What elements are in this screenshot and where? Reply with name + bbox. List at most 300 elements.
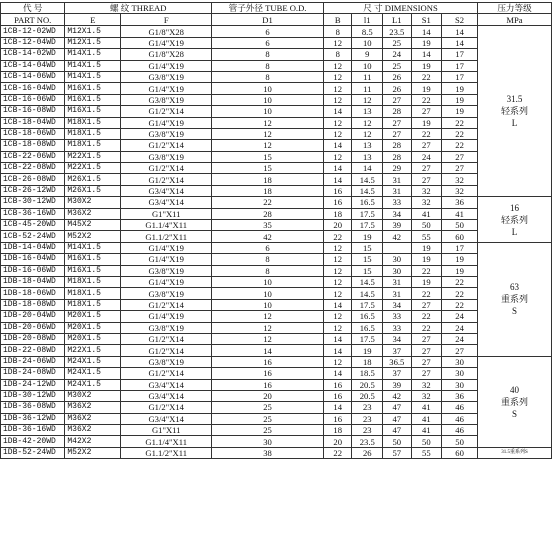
pressure-class-line: 63 (510, 282, 519, 293)
cell-dim-L1: 31 (383, 185, 411, 196)
cell-tube-od: 6 (212, 37, 324, 48)
cell-dim-s1: 27 (411, 345, 442, 356)
cell-dim-l1: 17.5 (352, 333, 383, 344)
cell-tube-od: 10 (212, 83, 324, 94)
cell-tube-od: 25 (212, 413, 324, 424)
cell-thread-f: G1/4"X19 (121, 37, 212, 48)
cell-part-no: 1DB-18-04WD (1, 276, 65, 287)
cell-dim-l1: 20.5 (352, 390, 383, 401)
cell-dim-b: 14 (323, 299, 351, 310)
cell-dim-b: 14 (323, 163, 351, 174)
table-row (1, 83, 552, 94)
cell-dim-L1: 39 (383, 379, 411, 390)
cell-dim-L1: 50 (383, 436, 411, 447)
cell-dim-s1: 27 (411, 333, 442, 344)
cell-part-no: 1CB-18-06WD (1, 128, 65, 139)
cell-dim-s2: 30 (442, 368, 478, 379)
cell-thread-f: G3/8"X19 (121, 356, 212, 367)
cell-dim-s1: 50 (411, 436, 442, 447)
cell-part-no: 1DB-20-08WD (1, 333, 65, 344)
cell-dim-b: 14 (323, 333, 351, 344)
pressure-class-line: S (512, 408, 518, 419)
cell-tube-od: 14 (212, 345, 324, 356)
cell-tube-od: 38 (212, 447, 324, 458)
cell-tube-od: 12 (212, 322, 324, 333)
footnote-cell: 31.5重系列S (478, 447, 552, 458)
cell-dim-s2: 50 (442, 220, 478, 231)
cell-tube-od: 12 (212, 140, 324, 151)
table-row (1, 174, 552, 185)
cell-part-no: 1DB-22-08WD (1, 345, 65, 356)
cell-dim-s2: 32 (442, 174, 478, 185)
cell-thread-f: G1/4"X19 (121, 60, 212, 71)
table-row (1, 436, 552, 447)
cell-thread-e: M18X1.5 (65, 276, 121, 287)
cell-dim-L1: 42 (383, 231, 411, 242)
table-row (1, 208, 552, 219)
cell-tube-od: 8 (212, 254, 324, 265)
cell-dim-l1: 23.5 (352, 436, 383, 447)
cell-dim-L1: 37 (383, 368, 411, 379)
pressure-class-cell (478, 26, 552, 197)
cell-dim-L1: 33 (383, 322, 411, 333)
cell-thread-e: M52X2 (65, 447, 121, 458)
cell-thread-f: G1/8"X28 (121, 49, 212, 60)
cell-dim-b: 14 (323, 140, 351, 151)
cell-thread-f: G1/2"X14 (121, 174, 212, 185)
table-row (1, 447, 552, 458)
cell-thread-f: G3/8"X19 (121, 322, 212, 333)
cell-dim-s1: 41 (411, 413, 442, 424)
fitting-dimension-table (0, 2, 552, 459)
cell-part-no: 1DB-42-20WD (1, 436, 65, 447)
cell-dim-l1: 23 (352, 402, 383, 413)
cell-dim-L1: 27 (383, 94, 411, 105)
header-row-en (1, 14, 552, 26)
cell-dim-l1: 12 (352, 128, 383, 139)
pressure-class-cell (478, 356, 552, 447)
cell-thread-e: M18X1.5 (65, 288, 121, 299)
cell-thread-e: M22X1.5 (65, 345, 121, 356)
cell-dim-b: 16 (323, 413, 351, 424)
table-row (1, 106, 552, 117)
cell-dim-b: 12 (323, 311, 351, 322)
cell-dim-l1: 14.5 (352, 276, 383, 287)
cell-thread-f: G1/2"X14 (121, 345, 212, 356)
cell-thread-e: M12X1.5 (65, 37, 121, 48)
cell-dim-b: 12 (323, 94, 351, 105)
subheader-f: F (121, 14, 212, 26)
cell-part-no: 1DB-20-04WD (1, 311, 65, 322)
cell-dim-l1: 8.5 (352, 26, 383, 37)
cell-dim-s1: 41 (411, 208, 442, 219)
cell-thread-f: G1.1/4"X11 (121, 436, 212, 447)
cell-dim-l1: 23 (352, 425, 383, 436)
cell-dim-s2: 41 (442, 208, 478, 219)
cell-dim-b: 16 (323, 197, 351, 208)
cell-thread-e: M36X2 (65, 425, 121, 436)
table-row (1, 140, 552, 151)
cell-tube-od: 35 (212, 220, 324, 231)
cell-dim-b: 12 (323, 242, 351, 253)
cell-thread-e: M26X1.5 (65, 185, 121, 196)
cell-part-no: 1CB-52-24WD (1, 231, 65, 242)
pressure-class-line: 轻系列 (501, 106, 529, 117)
cell-dim-s2: 30 (442, 356, 478, 367)
table-row (1, 128, 552, 139)
pressure-class-line: 重系列 (501, 396, 529, 407)
cell-dim-s1: 41 (411, 425, 442, 436)
cell-thread-e: M20X1.5 (65, 333, 121, 344)
cell-dim-l1: 13 (352, 106, 383, 117)
cell-dim-s1: 32 (411, 197, 442, 208)
cell-dim-b: 14 (323, 345, 351, 356)
cell-dim-s2: 36 (442, 197, 478, 208)
cell-dim-s1: 19 (411, 242, 442, 253)
cell-thread-e: M20X1.5 (65, 311, 121, 322)
cell-dim-s1: 22 (411, 94, 442, 105)
cell-dim-b: 14 (323, 106, 351, 117)
cell-dim-s2: 32 (442, 185, 478, 196)
subheader-s1: S1 (411, 14, 442, 26)
cell-dim-L1: 39 (383, 220, 411, 231)
pressure-class-line: 40 (510, 384, 519, 395)
cell-dim-s1: 22 (411, 128, 442, 139)
cell-tube-od: 16 (212, 379, 324, 390)
cell-dim-L1: 28 (383, 140, 411, 151)
cell-thread-e: M26X1.5 (65, 174, 121, 185)
cell-thread-f: G3/8"X19 (121, 288, 212, 299)
cell-part-no: 1CB-16-04WD (1, 83, 65, 94)
cell-thread-e: M36X2 (65, 402, 121, 413)
cell-dim-s2: 24 (442, 322, 478, 333)
cell-dim-b: 14 (323, 402, 351, 413)
pressure-class-line: S (512, 306, 518, 317)
cell-dim-b: 12 (323, 83, 351, 94)
cell-dim-L1: 23.5 (383, 26, 411, 37)
cell-tube-od: 25 (212, 402, 324, 413)
table-row (1, 37, 552, 48)
cell-dim-s2: 27 (442, 151, 478, 162)
cell-thread-f: G1/8"X28 (121, 26, 212, 37)
cell-dim-l1: 10 (352, 37, 383, 48)
cell-dim-b: 12 (323, 356, 351, 367)
cell-thread-e: M30X2 (65, 390, 121, 401)
cell-dim-l1: 23 (352, 413, 383, 424)
cell-thread-e: M16X1.5 (65, 94, 121, 105)
table-row (1, 413, 552, 424)
subheader-b: B (323, 14, 351, 26)
cell-part-no: 1DB-18-08WD (1, 299, 65, 310)
table-row (1, 368, 552, 379)
cell-dim-l1: 9 (352, 49, 383, 60)
cell-dim-s2: 22 (442, 276, 478, 287)
cell-dim-L1: 27 (383, 128, 411, 139)
cell-dim-b: 16 (323, 379, 351, 390)
cell-tube-od: 10 (212, 299, 324, 310)
cell-dim-L1: 33 (383, 311, 411, 322)
cell-thread-e: M14X1.5 (65, 242, 121, 253)
cell-dim-L1: 57 (383, 447, 411, 458)
cell-thread-e: M24X1.5 (65, 368, 121, 379)
cell-dim-s1: 14 (411, 49, 442, 60)
cell-thread-e: M36X2 (65, 413, 121, 424)
cell-dim-s1: 27 (411, 174, 442, 185)
cell-dim-L1: 24 (383, 49, 411, 60)
pressure-class-cell (478, 242, 552, 356)
subheader-l1: l1 (352, 14, 383, 26)
cell-dim-b: 12 (323, 151, 351, 162)
cell-part-no: 1CB-36-16WD (1, 208, 65, 219)
cell-dim-s1: 32 (411, 185, 442, 196)
cell-thread-f: G1/4"X19 (121, 276, 212, 287)
cell-dim-s1: 27 (411, 163, 442, 174)
cell-dim-l1: 26 (352, 447, 383, 458)
cell-dim-b: 12 (323, 71, 351, 82)
cell-dim-b: 12 (323, 128, 351, 139)
cell-thread-f: G1/2"X14 (121, 299, 212, 310)
cell-part-no: 1DB-14-04WD (1, 242, 65, 253)
cell-thread-f: G3/8"X19 (121, 151, 212, 162)
cell-dim-s1: 41 (411, 402, 442, 413)
cell-dim-s2: 22 (442, 117, 478, 128)
cell-dim-l1: 20.5 (352, 379, 383, 390)
cell-part-no: 1CB-26-12WD (1, 185, 65, 196)
table-row (1, 345, 552, 356)
cell-dim-s2: 46 (442, 425, 478, 436)
cell-tube-od: 12 (212, 128, 324, 139)
cell-dim-s2: 22 (442, 288, 478, 299)
cell-thread-e: M24X1.5 (65, 379, 121, 390)
cell-dim-s1: 22 (411, 265, 442, 276)
cell-dim-L1: 30 (383, 265, 411, 276)
table-row (1, 333, 552, 344)
cell-dim-l1: 14.5 (352, 288, 383, 299)
cell-dim-s2: 36 (442, 390, 478, 401)
cell-thread-f: G1/4"X19 (121, 83, 212, 94)
cell-dim-L1: 34 (383, 333, 411, 344)
cell-dim-s1: 27 (411, 106, 442, 117)
cell-thread-e: M14X1.5 (65, 49, 121, 60)
table-row (1, 402, 552, 413)
cell-thread-e: M18X1.5 (65, 117, 121, 128)
cell-dim-s1: 32 (411, 390, 442, 401)
cell-part-no: 1CB-14-04WD (1, 60, 65, 71)
cell-dim-s1: 19 (411, 276, 442, 287)
table-row (1, 299, 552, 310)
cell-dim-b: 12 (323, 117, 351, 128)
cell-part-no: 1CB-26-08WD (1, 174, 65, 185)
pressure-class-line: 重系列 (501, 294, 529, 305)
cell-dim-s1: 50 (411, 220, 442, 231)
cell-thread-e: M22X1.5 (65, 151, 121, 162)
cell-dim-s1: 32 (411, 379, 442, 390)
subheader-s2: S2 (442, 14, 478, 26)
cell-thread-f: G1/2"X14 (121, 402, 212, 413)
cell-dim-b: 22 (323, 447, 351, 458)
cell-dim-L1: 33 (383, 197, 411, 208)
cell-dim-s2: 22 (442, 299, 478, 310)
cell-dim-b: 8 (323, 26, 351, 37)
cell-part-no: 1CB-14-06WD (1, 71, 65, 82)
cell-thread-f: G1/4"X19 (121, 242, 212, 253)
cell-part-no: 1DB-16-04WD (1, 254, 65, 265)
table-row (1, 242, 552, 253)
cell-dim-s1: 27 (411, 299, 442, 310)
cell-dim-s2: 19 (442, 254, 478, 265)
cell-tube-od: 12 (212, 117, 324, 128)
cell-thread-e: M22X1.5 (65, 163, 121, 174)
cell-thread-f: G3/4"X14 (121, 197, 212, 208)
cell-thread-e: M16X1.5 (65, 265, 121, 276)
table-row (1, 94, 552, 105)
cell-thread-f: G3/4"X14 (121, 390, 212, 401)
cell-thread-e: M42X2 (65, 436, 121, 447)
cell-dim-l1: 14 (352, 163, 383, 174)
cell-dim-s1: 22 (411, 288, 442, 299)
cell-part-no: 1CB-18-08WD (1, 140, 65, 151)
cell-dim-l1: 13 (352, 151, 383, 162)
table-row (1, 49, 552, 60)
cell-dim-b: 12 (323, 60, 351, 71)
cell-thread-e: M16X1.5 (65, 83, 121, 94)
cell-dim-l1: 14.5 (352, 174, 383, 185)
cell-thread-e: M16X1.5 (65, 106, 121, 117)
cell-part-no: 1CB-22-06WD (1, 151, 65, 162)
cell-dim-l1: 11 (352, 83, 383, 94)
header-pressure: 压力等级 (478, 3, 552, 14)
cell-tube-od: 10 (212, 276, 324, 287)
cell-dim-l1: 15 (352, 254, 383, 265)
cell-dim-b: 22 (323, 231, 351, 242)
subheader-L1: L1 (383, 14, 411, 26)
cell-dim-s2: 17 (442, 71, 478, 82)
cell-thread-f: G1/4"X19 (121, 254, 212, 265)
cell-dim-l1: 15 (352, 242, 383, 253)
cell-tube-od: 8 (212, 49, 324, 60)
cell-dim-L1: 37 (383, 345, 411, 356)
cell-dim-s2: 14 (442, 26, 478, 37)
cell-thread-e: M20X1.5 (65, 322, 121, 333)
table-body (1, 26, 552, 459)
cell-dim-s2: 24 (442, 333, 478, 344)
cell-dim-l1: 16.5 (352, 322, 383, 333)
cell-tube-od: 10 (212, 94, 324, 105)
cell-dim-s2: 60 (442, 231, 478, 242)
cell-dim-s2: 17 (442, 49, 478, 60)
cell-thread-f: G1.1/2"X11 (121, 231, 212, 242)
cell-dim-s1: 22 (411, 322, 442, 333)
cell-part-no: 1CB-16-06WD (1, 94, 65, 105)
cell-dim-l1: 16.5 (352, 311, 383, 322)
table-row (1, 60, 552, 71)
cell-dim-L1: 47 (383, 413, 411, 424)
cell-dim-L1: 27 (383, 117, 411, 128)
cell-dim-s2: 22 (442, 128, 478, 139)
header-tube-od: 管子外径 TUBE O.D. (212, 3, 324, 14)
table-row (1, 71, 552, 82)
cell-dim-b: 12 (323, 254, 351, 265)
cell-thread-e: M18X1.5 (65, 128, 121, 139)
cell-dim-s2: 27 (442, 163, 478, 174)
cell-dim-L1: 42 (383, 390, 411, 401)
cell-dim-s2: 46 (442, 413, 478, 424)
cell-tube-od: 10 (212, 288, 324, 299)
cell-part-no: 1DB-24-12WD (1, 379, 65, 390)
cell-thread-f: G3/8"X19 (121, 94, 212, 105)
cell-dim-L1: 30 (383, 254, 411, 265)
pressure-class-line: 16 (510, 202, 519, 213)
cell-part-no: 1CB-45-20WD (1, 220, 65, 231)
subheader-mpa: MPa (478, 14, 552, 26)
cell-tube-od: 6 (212, 26, 324, 37)
pressure-class-line: 31.5 (506, 94, 523, 105)
cell-tube-od: 8 (212, 71, 324, 82)
cell-part-no: 1CB-30-12WD (1, 197, 65, 208)
specification-sheet (0, 2, 552, 459)
cell-thread-e: M36X2 (65, 208, 121, 219)
cell-dim-L1: 28 (383, 151, 411, 162)
cell-tube-od: 28 (212, 208, 324, 219)
table-row (1, 322, 552, 333)
cell-tube-od: 22 (212, 197, 324, 208)
cell-dim-b: 20 (323, 220, 351, 231)
table-row (1, 390, 552, 401)
cell-tube-od: 42 (212, 231, 324, 242)
cell-dim-l1: 16.5 (352, 197, 383, 208)
cell-part-no: 1DB-30-12WD (1, 390, 65, 401)
cell-tube-od: 15 (212, 151, 324, 162)
cell-dim-L1: 34 (383, 208, 411, 219)
cell-part-no: 1DB-18-06WD (1, 288, 65, 299)
cell-dim-b: 14 (323, 368, 351, 379)
cell-dim-L1: 34 (383, 299, 411, 310)
cell-dim-b: 16 (323, 390, 351, 401)
cell-part-no: 1DB-52-24WD (1, 447, 65, 458)
cell-dim-l1: 17.5 (352, 208, 383, 219)
table-row (1, 379, 552, 390)
cell-dim-s2: 19 (442, 94, 478, 105)
cell-part-no: 1CB-14-02WD (1, 49, 65, 60)
cell-thread-f: G3/4"X14 (121, 379, 212, 390)
cell-dim-s2: 27 (442, 345, 478, 356)
cell-part-no: 1DB-24-08WD (1, 368, 65, 379)
subheader-d1: D1 (212, 14, 324, 26)
cell-dim-L1 (383, 242, 411, 253)
cell-thread-f: G1/2"X14 (121, 368, 212, 379)
cell-dim-s1: 19 (411, 60, 442, 71)
cell-part-no: 1CB-12-04WD (1, 37, 65, 48)
cell-dim-l1: 15 (352, 265, 383, 276)
cell-tube-od: 12 (212, 333, 324, 344)
cell-tube-od: 15 (212, 163, 324, 174)
cell-dim-s2: 17 (442, 60, 478, 71)
cell-dim-b: 12 (323, 37, 351, 48)
cell-dim-L1: 31 (383, 174, 411, 185)
cell-thread-e: M14X1.5 (65, 71, 121, 82)
cell-dim-b: 16 (323, 185, 351, 196)
cell-dim-s2: 46 (442, 402, 478, 413)
cell-dim-l1: 17.5 (352, 220, 383, 231)
cell-dim-s2: 14 (442, 37, 478, 48)
cell-dim-s2: 30 (442, 379, 478, 390)
header-dimensions: 尺 寸 DIMENSIONS (323, 3, 477, 14)
cell-thread-f: G3/4"X14 (121, 185, 212, 196)
pressure-class-line: L (511, 118, 518, 129)
table-row (1, 288, 552, 299)
pressure-class-cell (478, 197, 552, 243)
cell-dim-L1: 47 (383, 425, 411, 436)
